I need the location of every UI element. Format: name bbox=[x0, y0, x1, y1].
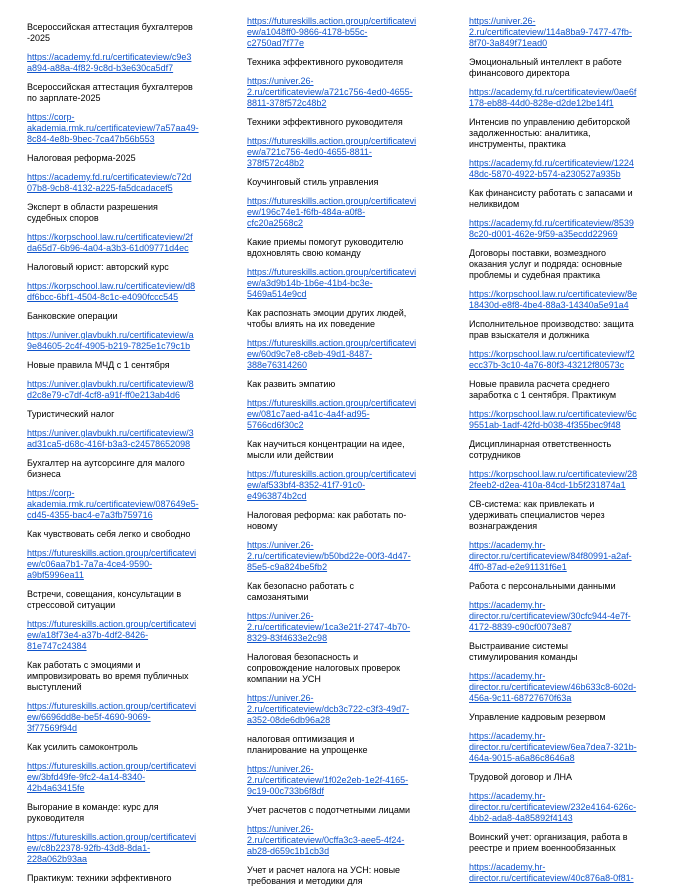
certificate-link[interactable]: https://futureskills.action.group/certificatevi ew/a3d9b14b-1b6e-41b4-bc3e- 5469a514e9cd bbox=[247, 267, 417, 299]
course-title: Трудовой договор и ЛНА bbox=[469, 772, 573, 782]
certificate-link[interactable]: https://academy.hr- director.ru/certificateview/84f80991-a2af- 4ff0-87ad-e2e91131f6e1 bbox=[469, 540, 632, 572]
certificate-link[interactable]: https://academy.hr- director.ru/certificateview/232e4164-626c- 4bb2-ada8-4a85892f4143 bbox=[469, 791, 637, 823]
certificate-entry bbox=[27, 458, 205, 521]
course-title: Воинский учет: организация, работа в реестре и прием военнообязанных bbox=[469, 832, 628, 853]
certificate-entry bbox=[27, 311, 205, 352]
certificate-entry bbox=[469, 641, 647, 704]
certificate-link[interactable]: https://futureskills.action.group/certificatevi ew/a18f73e4-a37b-4df2-8426- 81e747c24384 bbox=[27, 619, 197, 651]
certificate-entry bbox=[247, 510, 425, 573]
certificate-entry bbox=[27, 742, 205, 794]
certificate-link[interactable]: https://corp- akademia.rmk.ru/certificateview/087649e5- cd45-4355-bac4-e7a3fb759716 bbox=[27, 488, 199, 520]
certificate-link[interactable]: https://univer.glavbukh.ru/certificateview/3 ad31ca5-d68c-416f-b3a3-c24578652098 bbox=[27, 428, 194, 449]
course-title: Эмоциональный интеллект в работе финансового директора bbox=[469, 57, 622, 78]
certificate-entry bbox=[27, 82, 205, 145]
course-title: Налоговая реформа: как работать по- новому bbox=[247, 510, 407, 531]
certificate-entry bbox=[469, 499, 647, 573]
course-title: Эксперт в области разрешения судебных споров bbox=[27, 202, 158, 223]
course-title: Налоговый юрист: авторский курс bbox=[27, 262, 169, 272]
course-title: Дисциплинарная ответственность сотрудников bbox=[469, 439, 612, 460]
course-title: Исполнительное производство: защита прав взыскателя и должника bbox=[469, 319, 634, 340]
course-title: Как работать с эмоциями и импровизировать во время публичных выступлений bbox=[27, 660, 189, 692]
course-title: Новые правила МЧД с 1 сентября bbox=[27, 360, 170, 370]
certificate-link[interactable]: https://academy.fd.ru/certificateview/c72d 07b8-9cb8-4132-a225-fa5dcadacef5 bbox=[27, 172, 192, 193]
certificate-link[interactable]: https://univer.26- 2.ru/certificateview/0cffa3c3-aee5-4f24- ab28-d659c1b1cb3d bbox=[247, 824, 405, 856]
certificate-entry bbox=[247, 177, 425, 229]
certificate-link[interactable]: https://korpschool.law.ru/certificateview/8e 18430d-e8f8-4be4-88a3-14340a5e91a4 bbox=[469, 289, 638, 310]
certificate-entry bbox=[469, 319, 647, 371]
certificate-entry bbox=[247, 379, 425, 431]
course-title: Выгорание в команде: курс для руководителя bbox=[27, 802, 159, 823]
certificate-entry bbox=[247, 734, 425, 797]
certificate-link[interactable]: https://univer.26- 2.ru/certificateview/114a8ba9-7477-47fb- 8f70-3a849f71ead0 bbox=[469, 16, 632, 48]
course-title: Как чувствовать себя легко и свободно bbox=[27, 529, 191, 539]
course-title: Управление кадровым резервом bbox=[469, 712, 606, 722]
certificate-entry bbox=[247, 308, 425, 371]
course-title: Банковские операции bbox=[27, 311, 118, 321]
certificate-entry bbox=[27, 202, 205, 254]
certificate-entry bbox=[469, 439, 647, 491]
certificate-entry bbox=[469, 117, 647, 180]
course-title: Как распознать эмоции других людей, чтобы влиять на их поведение bbox=[247, 308, 407, 329]
certificate-link[interactable]: https://futureskills.action.group/certificatevi ew/af533bf4-8352-41f7-91c0- e4963874b2cd bbox=[247, 469, 417, 501]
certificate-link[interactable]: https://univer.glavbukh.ru/certificateview/a 9e84605-2c4f-4905-b219-7825e1c79c1b bbox=[27, 330, 194, 351]
course-title: Всероссийская аттестация бухгалтеров -2025 bbox=[27, 22, 193, 43]
course-title: Выстраивание системы стимулирования команды bbox=[469, 641, 578, 662]
certificate-link[interactable]: https://univer.glavbukh.ru/certificateview/8 d2c8e79-c7df-4cf8-a91f-ff0e213ab4d6 bbox=[27, 379, 194, 400]
certificate-entry bbox=[247, 237, 425, 300]
certificate-entry bbox=[247, 57, 425, 109]
certificate-entry bbox=[469, 712, 647, 764]
certificate-link[interactable]: https://univer.26- 2.ru/certificateview/1f02e2eb-1e2f-4165- 9c19-00c733b6f8df bbox=[247, 764, 409, 796]
course-title: налоговая оптимизация и планирование на упрощенке bbox=[247, 734, 368, 755]
certificate-link[interactable]: https://futureskills.action.group/certificatevi ew/6696dd8e-be5f-4690-9069- 3f77569f94d bbox=[27, 701, 197, 733]
certificate-entry bbox=[27, 262, 205, 303]
certificate-link[interactable]: https://futureskills.action.group/certificatevi ew/c8b22378-92fb-43d8-8da1- 228a062b93aa bbox=[27, 832, 197, 864]
certificate-entry bbox=[27, 529, 205, 581]
certificate-link[interactable]: https://korpschool.law.ru/certificateview/2f da65d7-6b96-4a04-a3b3-61d09771d4ec bbox=[27, 232, 193, 253]
certificate-entry bbox=[247, 581, 425, 644]
certificate-entry bbox=[27, 589, 205, 652]
certificate-link[interactable]: https://corp- akademia.rmk.ru/certificateview/7a57aa49- 8c84-4e8b-9bec-7ca47b56b553 bbox=[27, 112, 199, 144]
certificate-link[interactable]: https://univer.26- 2.ru/certificateview/1ca3e21f-2747-4b70- 8329-83f4633e2c98 bbox=[247, 611, 411, 643]
course-title: Коучинговый стиль управления bbox=[247, 177, 379, 187]
certificate-link[interactable]: https://univer.26- 2.ru/certificateview/b50bd22e-00f3-4d47- 85e5-c9a824be5fb2 bbox=[247, 540, 411, 572]
course-title: Учет и расчет налога на УСН: новые требования и методики для bbox=[247, 865, 401, 886]
certificate-link[interactable]: https://univer.26- 2.ru/certificateview/dcb3c722-c3f3-49d7- a352-08de6db96a28 bbox=[247, 693, 410, 725]
certificate-entry bbox=[27, 22, 205, 74]
certificate-link[interactable]: https://korpschool.law.ru/certificateview/f2 ecc37b-3c10-4a76-80f3-43212f80573c bbox=[469, 349, 635, 370]
certificate-entry bbox=[247, 805, 425, 857]
course-title: Налоговая реформа-2025 bbox=[27, 153, 136, 163]
course-title: Как безопасно работать с самозанятыми bbox=[247, 581, 355, 602]
course-title: Практикум: техники эффективного bbox=[27, 873, 172, 883]
certificate-entry bbox=[27, 873, 205, 884]
course-title: Какие приемы помогут руководителю вдохновлять свою команду bbox=[247, 237, 404, 258]
certificate-link[interactable]: https://futureskills.action.group/certificatevi ew/081c7aed-a41c-4a4f-ad95- 5766cd6f30c2 bbox=[247, 398, 417, 430]
course-title: Всероссийская аттестация бухгалтеров по зарплате-2025 bbox=[27, 82, 193, 103]
certificate-link[interactable]: https://academy.fd.ru/certificateview/1224 48dc-5870-4922-b574-a230527a935b bbox=[469, 158, 634, 179]
course-title: СВ-система: как привлекать и удерживать специалистов через вознаграждения bbox=[469, 499, 605, 531]
certificate-entry bbox=[469, 188, 647, 240]
column-2 bbox=[247, 16, 425, 895]
certificate-entry bbox=[469, 379, 647, 431]
certificate-link[interactable]: https://futureskills.action.group/certificatevi ew/c06aa7b1-7a7a-4ce4-9590- a9bf5996ea11 bbox=[27, 548, 197, 580]
certificate-link[interactable]: https://academy.hr- director.ru/certificateview/6ea7dea7-321b- 464a-9015-a6a86c8646a8 bbox=[469, 731, 637, 763]
certificate-entry bbox=[27, 360, 205, 401]
course-title: Как научиться концентрации на идее, мысли или действии bbox=[247, 439, 405, 460]
certificate-entry bbox=[27, 660, 205, 734]
course-title: Техники эффективного руководителя bbox=[247, 117, 403, 127]
column-1 bbox=[27, 22, 205, 892]
certificate-link[interactable]: https://korpschool.law.ru/certificateview/d8 df6bcc-6bf1-4504-8c1c-e4090fccc545 bbox=[27, 281, 196, 302]
course-title: Бухгалтер на аутсорсинге для малого бизнеса bbox=[27, 458, 185, 479]
certificate-entry bbox=[247, 652, 425, 726]
certificate-entry bbox=[27, 409, 205, 450]
certificate-link[interactable]: https://futureskills.action.group/certificatevi ew/a721c756-4ed0-4655-8811- 378f572c48b2 bbox=[247, 136, 417, 168]
certificate-link[interactable]: https://academy.fd.ru/certificateview/0ae6f 178-eb88-44d0-828e-d2de12be14f1 bbox=[469, 87, 637, 108]
column-3 bbox=[469, 16, 647, 892]
course-title: Интенсив по управлению дебиторской задолженностью: аналитика, инструменты, практика bbox=[469, 117, 631, 149]
course-title: Новые правила расчета среднего заработка с 1 сентября. Практикум bbox=[469, 379, 617, 400]
certificate-link[interactable]: https://univer.26- 2.ru/certificateview/a721c756-4ed0-4655- 8811-378f572c48b2 bbox=[247, 76, 413, 108]
course-title: Туристический налог bbox=[27, 409, 115, 419]
course-title: Договоры поставки, возмездного оказания услуг и подряда: основные проблемы и судебная практика bbox=[469, 248, 623, 280]
certificate-link[interactable]: https://korpschool.law.ru/certificateview/6c 9551ab-1adf-42fd-b038-4f355bec9f48 bbox=[469, 409, 637, 430]
certificate-entry bbox=[469, 772, 647, 824]
course-title: Учет расчетов с подотчетными лицами bbox=[247, 805, 411, 815]
certificate-link[interactable]: https://futureskills.action.group/certificatevi ew/a1048ff0-9866-4178-b55c- c2750ad7f77e bbox=[247, 16, 417, 48]
course-title: Техника эффективного руководителя bbox=[247, 57, 403, 67]
certificate-link[interactable]: https://academy.hr- director.ru/certificateview/30cfc944-4e7f- 4172-8839-c90cf0073e87 bbox=[469, 600, 631, 632]
certificate-link[interactable]: https://academy.hr- director.ru/certificateview/40c876a8-0f81- bbox=[469, 862, 634, 883]
course-title: Налоговая безопасность и сопровождение налоговых проверок компании на УСН bbox=[247, 652, 401, 684]
certificate-link[interactable]: https://academy.fd.ru/certificateview/8539 8c20-d001-462e-9f59-a35ecdd22969 bbox=[469, 218, 634, 239]
certificate-link[interactable]: https://futureskills.action.group/certificatevi ew/3bfd49fe-9fc2-4a14-8340- 42b4a63415fe bbox=[27, 761, 197, 793]
course-title: Как усилить самоконтроль bbox=[27, 742, 138, 752]
certificate-link[interactable]: https://academy.fd.ru/certificateview/c9e3 a894-a88a-4f82-9c8d-b3e630ca5df7 bbox=[27, 52, 192, 73]
certificate-entry bbox=[27, 802, 205, 865]
course-title: Как развить эмпатию bbox=[247, 379, 336, 389]
certificate-entry bbox=[469, 248, 647, 311]
certificate-entry bbox=[247, 117, 425, 169]
certificate-entry bbox=[27, 153, 205, 194]
certificate-link[interactable]: https://futureskills.action.group/certificatevi ew/60d9c7e8-c8eb-49d1-8487- 388e76314260 bbox=[247, 338, 417, 370]
certificate-entry bbox=[469, 832, 647, 884]
course-title: Встречи, совещания, консультации в стрессовой ситуации bbox=[27, 589, 182, 610]
certificate-link[interactable]: https://korpschool.law.ru/certificateview/28 2feeb2-d2ea-410a-84cd-1b5f231874a1 bbox=[469, 469, 638, 490]
certificate-entry bbox=[247, 439, 425, 502]
certificate-entry bbox=[469, 57, 647, 109]
certificate-link[interactable]: https://academy.hr- director.ru/certificateview/46b633c8-602d- 456a-9c11-68727670f63a bbox=[469, 671, 637, 703]
course-title: Работа с персональными данными bbox=[469, 581, 616, 591]
certificate-link[interactable]: https://futureskills.action.group/certificatevi ew/196c74e1-f6fb-484a-a0f8- cfc20a2568c2 bbox=[247, 196, 417, 228]
course-title: Как финансисту работать с запасами и неликвидом bbox=[469, 188, 633, 209]
certificate-entry bbox=[247, 865, 425, 887]
certificate-entry bbox=[469, 581, 647, 633]
